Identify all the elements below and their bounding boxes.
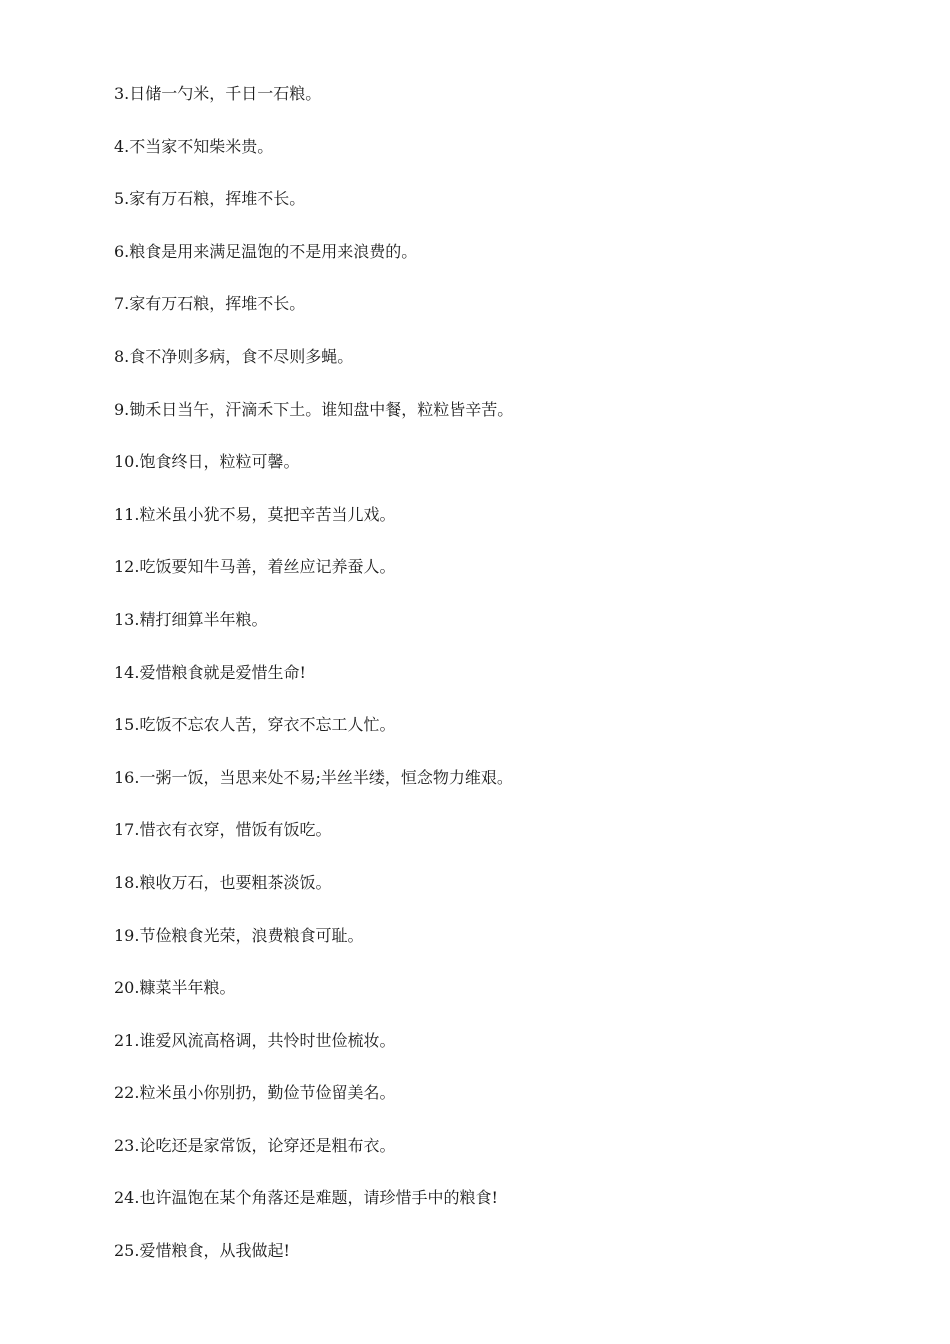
proverb-line: 12.吃饭要知牛马善，着丝应记养蚕人。 xyxy=(114,557,396,577)
proverb-line: 10.饱食终日，粒粒可馨。 xyxy=(114,452,300,472)
proverb-line: 5.家有万石粮，挥堆不长。 xyxy=(114,189,306,209)
proverb-line: 16.一粥一饭，当思来处不易;半丝半缕，恒念物力维艰。 xyxy=(114,767,513,787)
proverb-line: 18.粮收万石，也要粗茶淡饭。 xyxy=(114,872,332,892)
proverb-line: 3.日储一勺米，千日一石粮。 xyxy=(114,84,322,103)
proverb-line: 25.爱惜粮食，从我做起! xyxy=(114,1241,290,1261)
proverb-line: 13.精打细算半年粮。 xyxy=(114,609,268,629)
proverb-line: 15.吃饭不忘农人苦，穿衣不忘工人忙。 xyxy=(114,715,396,735)
proverb-line: 24.也许温饱在某个角落还是难题，请珍惜手中的粮食! xyxy=(114,1188,498,1208)
proverb-line: 22.粒米虽小你别扔，勤俭节俭留美名。 xyxy=(114,1083,396,1103)
proverb-line: 17.惜衣有衣穿，惜饭有饭吃。 xyxy=(114,820,332,840)
proverb-line: 19.节俭粮食光荣，浪费粮食可耻。 xyxy=(114,925,364,945)
proverb-line: 6.粮食是用来满足温饱的不是用来浪费的。 xyxy=(114,241,418,261)
proverb-line: 8.食不净则多病，食不尽则多蝇。 xyxy=(114,346,354,366)
proverb-list xyxy=(114,80,513,1290)
proverb-line: 7.家有万石粮，挥堆不长。 xyxy=(114,294,306,314)
proverb-line: 20.糠菜半年粮。 xyxy=(114,978,236,998)
proverb-line: 23.论吃还是家常饭，论穿还是粗布衣。 xyxy=(114,1135,396,1155)
proverb-line: 9.锄禾日当午，汗滴禾下土。谁知盘中餐，粒粒皆辛苦。 xyxy=(114,399,514,419)
proverb-line: 11.粒米虽小犹不易，莫把辛苦当儿戏。 xyxy=(114,504,396,524)
proverb-line: 4.不当家不知柴米贵。 xyxy=(114,136,274,156)
proverb-line: 21.谁爱风流高格调，共怜时世俭梳妆。 xyxy=(114,1030,396,1050)
proverb-line: 14.爱惜粮食就是爱惜生命! xyxy=(114,662,306,682)
